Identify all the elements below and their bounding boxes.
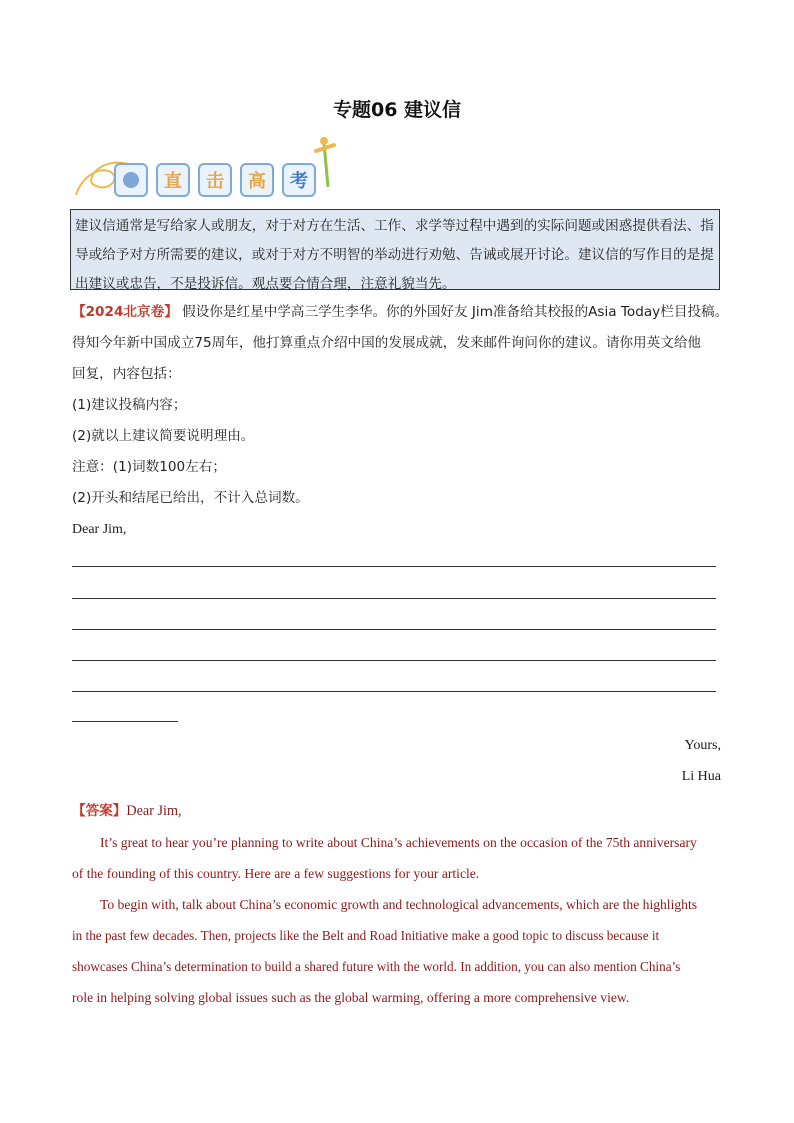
question-item-1: (1)建议投稿内容； xyxy=(72,397,187,413)
question-text-1: 假设你是红星中学高三学生李华。你的外国好友 Jim准备给其校报的Asia Today栏目投稿。 xyxy=(177,304,729,320)
writing-line xyxy=(72,598,716,599)
section-banner xyxy=(72,135,342,203)
letter-greeting: Dear Jim, xyxy=(72,522,127,537)
question-line-2: 得知今年新中国成立75周年，他打算重点介绍中国的发展成就，发来邮件询问你的建议。请你用英文给他 xyxy=(72,335,702,351)
writing-line xyxy=(72,566,716,567)
writing-line xyxy=(72,629,716,630)
question-line-3: 回复，内容包括： xyxy=(72,366,181,382)
banner-chip-dot xyxy=(114,163,148,197)
question-line-1 xyxy=(72,297,732,328)
answer-p2-line-4: role in helping solving global issues such as the global warming, offering a more comprehensive view. xyxy=(72,990,630,1005)
answer-tag: 【答案】 xyxy=(72,803,127,819)
answer-p2-line-1: To begin with, talk about China’s economic growth and technological advancements, which are the highlights xyxy=(100,897,698,912)
answer-p2-line-3: showcases China’s determination to build a shared future with the world. In addition, you can also mention China’s xyxy=(72,959,681,974)
letter-closing: Yours, xyxy=(684,738,721,753)
intro-box: 建议信通常是写给家人或朋友，对于对方在生活、工作、求学等过程中遇到的实际问题或困惑提供看法、指导或给予对方所需要的建议，或对于对方不明智的举动进行劝勉、告诫或展开讨论。建议信的写作目的是提出建议或忠告，不是投诉信。观点要合情合理，注意礼貌当先。 xyxy=(70,209,720,290)
question-note-1: 注意：(1)词数100左右； xyxy=(72,459,226,475)
banner-chip-3: 高 xyxy=(240,163,274,197)
question-item-2: (2)就以上建议简要说明理由。 xyxy=(72,428,255,444)
page-title: 专题06 建议信 xyxy=(332,99,462,121)
writing-line-short xyxy=(72,721,178,722)
banner-chip-4: 考 xyxy=(282,163,316,197)
answer-block xyxy=(72,796,732,1013)
answer-greeting-line xyxy=(72,796,732,827)
answer-greeting: Dear Jim, xyxy=(126,803,182,819)
question-block xyxy=(72,297,732,545)
banner-chip-2: 击 xyxy=(198,163,232,197)
letter-signature: Li Hua xyxy=(681,769,721,784)
banner-chip-1: 直 xyxy=(156,163,190,197)
writing-line xyxy=(72,660,716,661)
answer-p1-line-1: It’s great to hear you’re planning to write about China’s achievements on the occasion of the 75th anniversary xyxy=(100,835,697,850)
question-tag: 【2024北京卷】 xyxy=(72,304,178,320)
question-note-2: (2)开头和结尾已给出，不计入总词数。 xyxy=(72,490,309,506)
answer-p2-line-2: in the past few decades. Then, projects like the Belt and Road Initiative make a good topic to discuss because it xyxy=(72,928,660,943)
answer-p1-line-2: of the founding of this country. Here are a few suggestions for your article. xyxy=(72,866,480,881)
dot-icon xyxy=(123,172,139,188)
writing-line xyxy=(72,691,716,692)
